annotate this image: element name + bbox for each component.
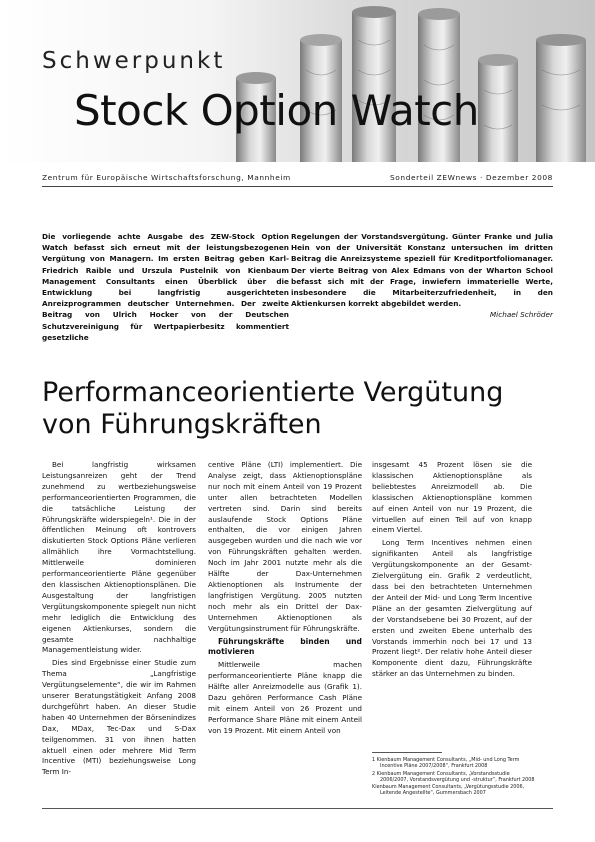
article-column-1 xyxy=(42,460,196,780)
header-divider xyxy=(42,186,553,187)
footnote: 1 Kienbaum Management Consultants, „Mid- und Long Term Incentive Pläne 2007/2008“, Frankfurt 2008 xyxy=(372,757,520,770)
intro-right-text: Regelungen der Vorstandsvergütung. Günter Franke und Julia Hein von der Universität Konstanz untersuchen im dritten Beitrag die Anreizsysteme speziell für Kreditportfoliomanager. Der vierte Beitrag von Alex Edmans von der Wharton School befasst sich mit der Frage, inwiefern immaterielle Werte, insbesondere die Mitarbeiterzufriedenheit, in den Aktienkursen korrekt abgebildet werden. xyxy=(291,232,553,309)
intro-right-column xyxy=(291,231,553,321)
paragraph: Bei langfristig wirksamen Leistungsanreizen geht der Trend zunehmend zu wertbeziehungsweise performanceorientierten Programmen, die die tatsächliche Leistung der Führungskräfte widerspiegeln¹. Die in der öffentlichen Meinung oft kontrovers diskutierten Stock Options Pläne verlieren allmählich ihre Vormachtstellung. Mittlerweile dominieren performanceorientierte Pläne gegenüber den klassischen Aktienoptionsplänen. Die Ausgestaltung der langfristigen Vergütungskomponente spiegelt nun nicht mehr lediglich die Entwicklung des eigenen Aktienkurses, sondern die gesamte nachhaltige Managementleistung wider. xyxy=(42,460,196,655)
paragraph: centive Pläne (LTI) implementiert. Die Analyse zeigt, dass Aktienoptionspläne nur noch mit einem Anteil von 19 Prozent unter allen betrachteten Modellen vertreten sind. Darin sind bereits auslaufende Stock Options Pläne enthalten, die vor einigen Jahren ausgegeben wurden und die nach wie vor von Führungskräften gehalten werden. Noch im Jahr 2001 nutzte mehr als die Hälfte der Dax-Unternehmen Aktienoptionen als Instrumente der langfristigen Vergütung. 2005 nutzten noch mehr als ein Drittel der Dax-Unternehmen Aktienoptionen als Vergütungsinstrument für Führungskräfte. xyxy=(208,460,362,633)
intro-left-column: Die vorliegende achte Ausgabe des ZEW-Stock Option Watch befasst sich erneut mit der leistungsbezogenen Vergütung von Managern. Im ersten Beitrag geben Karl-Friedrich Raible und Urszula Pustelnik von Kienbaum Management Consultants einen Überblick über die Entwicklung bei langfristig ausgerichteten Anreizprogrammen deutscher Unternehmen. Der zweite Beitrag von Ulrich Hocker von der Deutschen Schutzvereinigung für Wertpapierbesitz kommentiert gesetzliche xyxy=(42,232,289,342)
paragraph: Dies sind Ergebnisse einer Studie zum Thema „Langfristige Vergütungselemente“, die wir im Rahmen unserer Beratungstätigkeit Anfang 2008 durchgeführt haben. An dieser Studie haben 40 Unternehmen der Börsenindizes Dax, MDax, Tec-Dax und S-Dax teilgenommen. 31 von ihnen hatten aktuell einen oder mehrere Mid Term Incentive (MTI) beziehungsweise Long Term In- xyxy=(42,658,196,777)
article-headline xyxy=(42,377,553,441)
section-kicker: Schwerpunkt xyxy=(42,48,226,74)
publisher-line: Zentrum für Europäische Wirtschaftsforschung, Mannheim xyxy=(42,173,291,182)
paragraph: Mittlerweile machen performanceorientierte Pläne knapp die Hälfte aller Anreizmodelle aus (Grafik 1). Dazu gehören Performance Cash Pläne mit einem Anteil von 26 Prozent und Performance Share Pläne mit einem Anteil von 19 Prozent. Mit einem Anteil von xyxy=(208,660,362,735)
masthead-title: Stock Option Watch xyxy=(74,86,479,135)
paragraph: Long Term Incentives nehmen einen signifikanten Anteil als langfristige Vergütungskomponente an der Gesamt-Zielvergütung ein. Grafik 2 verdeutlicht, dass bei den betrachteten Unternehmen der Anteil der Mid- und Long Term Incentive Pläne an der gesamten Zielvergütung auf der Vorstandsebene bei 30 Prozent, auf der ersten und zweiten Ebene unterhalb des Vorstands immerhin noch bei 17 und 13 Prozent liegt². Der relativ hohe Anteil dieser Komponente dient dazu, Führungskräfte stärker an das Unternehmen zu binden. xyxy=(372,538,532,679)
section-subheading: Führungskräfte binden und motivieren xyxy=(208,636,362,657)
banknote-rolls-image xyxy=(0,0,595,162)
article-column-2 xyxy=(208,460,362,739)
issue-line: Sonderteil ZEWnews · Dezember 2008 xyxy=(390,173,553,182)
editor-signature: Michael Schröder xyxy=(489,310,553,320)
header-banner xyxy=(0,0,595,162)
footnote: 2 Kienbaum Management Consultants, „Vorstandsstudie 2006/2007, Vorstandsvergütung und -struktur“, Frankfurt 2008 xyxy=(372,770,535,783)
paragraph: insgesamt 45 Prozent lösen sie die klassischen Aktienoptionspläne als beliebtestes Anreizmodell ab. Die klassischen Aktienoptionspläne kommen auf einen Anteil von nur 19 Prozent, die virtuellen auf einen Teil auf von knapp einem Viertel. xyxy=(372,460,532,535)
bottom-divider xyxy=(42,808,553,809)
footnote: Kienbaum Management Consultants, „Vergütungsstudie 2006, Leitende Angestellte“, Gummersbach 2007 xyxy=(372,784,525,797)
article-column-3 xyxy=(372,460,532,682)
headline-line-2: von Führungskräften xyxy=(42,409,322,440)
footnotes xyxy=(372,757,538,798)
footnote-divider xyxy=(372,752,442,753)
headline-line-1: Performanceorientierte Vergütung xyxy=(42,377,504,408)
